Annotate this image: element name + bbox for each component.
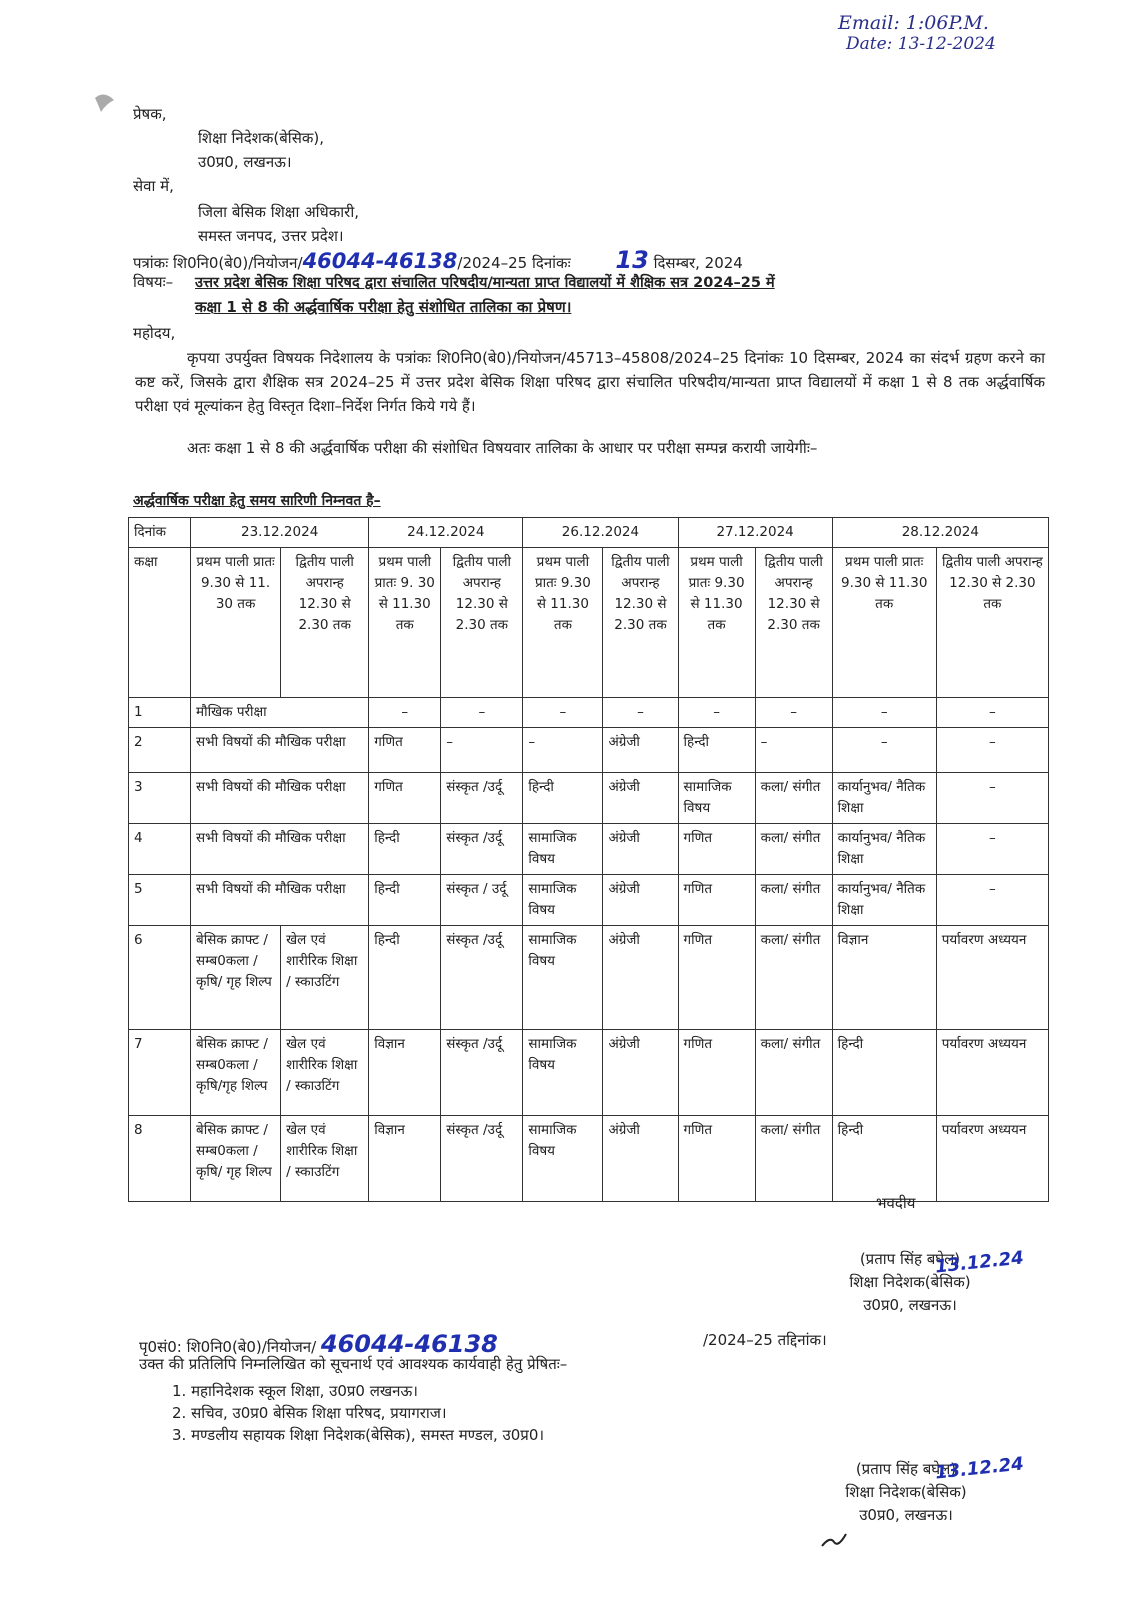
table-row: [129, 926, 1049, 1030]
subject-cell: –: [603, 698, 678, 728]
subject-cell: गणित: [678, 926, 755, 1030]
subject-cell: –: [678, 698, 755, 728]
date-3: 26.12.2024: [523, 518, 678, 548]
recipient-line2: समस्त जनपद, उत्तर प्रदेश।: [198, 227, 344, 245]
merged-cell: सभी विषयों की मौखिक परीक्षा: [191, 728, 369, 773]
subject-cell: कला/ संगीत: [755, 875, 832, 926]
initial-mark: [820, 1530, 850, 1554]
subject-cell: सामाजिक विषय: [523, 1030, 603, 1116]
sports-cell: खेल एवं शारीरिक शिक्षा / स्काउटिंग: [281, 926, 369, 1030]
list-item: 2. सचिव, उ0प्र0 बेसिक शिक्षा परिषद, प्रयागराज।: [172, 1404, 447, 1422]
shift-row: [129, 548, 1049, 698]
recipient-label: सेवा में,: [133, 177, 174, 195]
ref-day-handwritten: 13: [615, 246, 649, 274]
ref-number-handwritten: 46044-46138: [302, 249, 458, 273]
shift-cell: प्रथम पाली प्रातः 9. 30 से 11.30 तक: [369, 548, 441, 698]
body-paragraph-1: कृपया उपर्युक्त विषयक निदेशालय के पत्रांकः शि0नि0(बे0)/नियोजन/45713–45808/2024–25 दिनांकः 10 दिसम्बर, 2024 का संदर्भ ग्रहण करने का कष्ट करें, जिसके द्वारा शैक्षिक सत्र 2024–25 में उत्तर प्रदेश बेसिक शिक्षा परिषद द्वारा संचालित परिषदीय/मान्यता प्राप्त विद्यालयों में कक्षा 1 से 8 तक अर्द्धवार्षिक परीक्षा एवं मूल्यांकन हेतु विस्तृत दिशा–निर्देश निर्गत किये गये हैं।: [135, 349, 1045, 415]
subject-cell: –: [936, 728, 1048, 773]
subject-cell: हिन्दी: [523, 773, 603, 824]
subject-cell: विज्ञान: [369, 1030, 441, 1116]
subject-cell: सामाजिक विषय: [523, 926, 603, 1030]
signatory-name: (प्रताप सिंह बघेल): [859, 1250, 961, 1268]
subject-cell: –: [523, 728, 603, 773]
subject-cell: –: [523, 698, 603, 728]
body-paragraph-2: अतः कक्षा 1 से 8 की अर्द्धवार्षिक परीक्षा की संशोधित विषयवार तालिका के आधार पर परीक्षा सम्पन्न करायी जायेगीः–: [187, 439, 818, 457]
emblem-mark: [92, 88, 118, 114]
subject-cell: गणित: [678, 875, 755, 926]
subject-cell: अंग्रेजी: [603, 926, 678, 1030]
sports-cell: खेल एवं शारीरिक शिक्षा / स्काउटिंग: [281, 1116, 369, 1202]
class-number: 7: [129, 1030, 191, 1116]
endorsement-prefix: पृ0सं0: शि0नि0(बे0)/नियोजन/: [139, 1338, 317, 1356]
craft-cell: बेसिक क्राफ्ट /सम्ब0कला /कृषि/ गृह शिल्प: [191, 926, 281, 1030]
signatory-title: शिक्षा निदेशक(बेसिक): [849, 1273, 971, 1291]
table-row: [129, 1030, 1049, 1116]
subject-cell: संस्कृत /उर्दू: [441, 1116, 523, 1202]
date-1: 23.12.2024: [191, 518, 369, 548]
date-row: [129, 518, 1049, 548]
shift-cell: द्वितीय पाली अपरान्ह 12.30 से 2.30 तक: [755, 548, 832, 698]
subject-cell: सामाजिक विषय: [678, 773, 755, 824]
subject-cell: पर्यावरण अध्ययन: [936, 1030, 1048, 1116]
subject-cell: सामाजिक विषय: [523, 824, 603, 875]
sender-label: प्रेषक,: [133, 105, 167, 123]
class-number: 8: [129, 1116, 191, 1202]
subject-cell: संस्कृत /उर्दू: [441, 1030, 523, 1116]
signature-2-handwritten-date: 13.12.24: [934, 1453, 1025, 1484]
subject-cell: कार्यानुभव/ नैतिक शिक्षा: [832, 824, 936, 875]
signatory-place: उ0प्र0, लखनऊ।: [863, 1296, 957, 1314]
subject-cell: –: [369, 698, 441, 728]
subject-cell: कला/ संगीत: [755, 1116, 832, 1202]
subject-cell: अंग्रेजी: [603, 824, 678, 875]
signatory-place: उ0प्र0, लखनऊ।: [859, 1506, 953, 1524]
table-title: अर्द्धवार्षिक परीक्षा हेतु समय सारिणी निम्नवत है–: [133, 493, 381, 509]
subject-cell: हिन्दी: [369, 824, 441, 875]
subject-cell: –: [936, 875, 1048, 926]
class-number: 6: [129, 926, 191, 1030]
ref-month-year: दिसम्बर, 2024: [653, 254, 743, 272]
exam-timetable: [128, 517, 1049, 1202]
subject-cell: अंग्रेजी: [603, 728, 678, 773]
subject-cell: अंग्रेजी: [603, 1030, 678, 1116]
endorsement-suffix: /2024–25 तद्दिनांक।: [703, 1331, 827, 1349]
subject-line1: उत्तर प्रदेश बेसिक शिक्षा परिषद द्वारा संचालित परिषदीय/मान्यता प्राप्त विद्यालयों में शैक्षिक सत्र 2024–25 में: [195, 275, 775, 291]
class-number: 5: [129, 875, 191, 926]
sender-line1: शिक्षा निदेशक(बेसिक),: [198, 129, 324, 147]
shift-cell: द्वितीय पाली अपरान्ह 12.30 से 2.30 तक: [441, 548, 523, 698]
subject-cell: –: [441, 698, 523, 728]
sports-cell: खेल एवं शारीरिक शिक्षा / स्काउटिंग: [281, 1030, 369, 1116]
class-label: कक्षा: [129, 548, 191, 698]
subject-cell: –: [936, 698, 1048, 728]
subject-cell: हिन्दी: [369, 875, 441, 926]
class-number: 1: [129, 698, 191, 728]
subject-cell: कला/ संगीत: [755, 926, 832, 1030]
list-item: 1. महानिदेशक स्कूल शिक्षा, उ0प्र0 लखनऊ।: [172, 1382, 418, 1400]
subject-cell: गणित: [678, 1116, 755, 1202]
subject-cell: संस्कृत / उर्दू: [441, 875, 523, 926]
shift-cell: प्रथम पाली प्रातः 9.30 से 11. 30 तक: [191, 548, 281, 698]
subject-cell: हिन्दी: [369, 926, 441, 1030]
craft-cell: बेसिक क्राफ्ट /सम्ब0कला /कृषि/गृह शिल्प: [191, 1030, 281, 1116]
closing: भवदीय: [876, 1194, 916, 1212]
subject-cell: संस्कृत /उर्दू: [441, 926, 523, 1030]
handwritten-email-time: Email: 1:06P.M.: [838, 12, 989, 34]
subject-cell: विज्ञान: [832, 926, 936, 1030]
shift-cell: द्वितीय पाली अपरान्ह 12.30 से 2.30 तक: [281, 548, 369, 698]
subject-cell: कार्यानुभव/ नैतिक शिक्षा: [832, 875, 936, 926]
table-row: [129, 728, 1049, 773]
subject-cell: –: [936, 773, 1048, 824]
subject-line2: कक्षा 1 से 8 की अर्द्धवार्षिक परीक्षा हेतु संशोधित तालिका का प्रेषण।: [195, 298, 572, 316]
subject-cell: गणित: [678, 1030, 755, 1116]
table-row: [129, 773, 1049, 824]
subject-cell: –: [936, 824, 1048, 875]
subject-cell: –: [441, 728, 523, 773]
shift-cell: द्वितीय पाली अपरान्ह 12.30 से 2.30 तक: [936, 548, 1048, 698]
table-row: [129, 1116, 1049, 1202]
shift-cell: प्रथम पाली प्रातः 9.30 से 11.30 तक: [678, 548, 755, 698]
subject-cell: हिन्दी: [678, 728, 755, 773]
copy-list: [172, 1380, 544, 1446]
subject-cell: संस्कृत /उर्दू: [441, 773, 523, 824]
subject-cell: सामाजिक विषय: [523, 1116, 603, 1202]
subject-cell: अंग्रेजी: [603, 1116, 678, 1202]
shift-cell: प्रथम पाली प्रातः 9.30 से 11.30 तक: [523, 548, 603, 698]
subject-cell: अंग्रेजी: [603, 875, 678, 926]
subject-cell: गणित: [678, 824, 755, 875]
subject-cell: सामाजिक विषय: [523, 875, 603, 926]
handwritten-date: Date: 13-12-2024: [846, 34, 996, 54]
subject-cell: कला/ संगीत: [755, 1030, 832, 1116]
date-label: दिनांक: [129, 518, 191, 548]
subject-cell: हिन्दी: [832, 1030, 936, 1116]
merged-cell: सभी विषयों की मौखिक परीक्षा: [191, 875, 369, 926]
date-4: 27.12.2024: [678, 518, 832, 548]
date-2: 24.12.2024: [369, 518, 523, 548]
class-number: 3: [129, 773, 191, 824]
merged-cell: सभी विषयों की मौखिक परीक्षा: [191, 824, 369, 875]
ref-prefix: पत्रांकः शि0नि0(बे0)/नियोजन/: [133, 254, 303, 272]
endorsement-number-handwritten: 46044-46138: [320, 1330, 498, 1358]
subject-cell: कार्यानुभव/ नैतिक शिक्षा: [832, 773, 936, 824]
craft-cell: बेसिक क्राफ्ट /सम्ब0कला /कृषि/ गृह शिल्प: [191, 1116, 281, 1202]
subject-cell: –: [755, 698, 832, 728]
ref-suffix: /2024–25 दिनांकः: [457, 254, 571, 272]
signatory-title: शिक्षा निदेशक(बेसिक): [845, 1483, 967, 1501]
subject-cell: गणित: [369, 773, 441, 824]
merged-cell: मौखिक परीक्षा: [191, 698, 369, 728]
date-5: 28.12.2024: [832, 518, 1048, 548]
salutation: महोदय,: [133, 324, 176, 342]
endorsement-intro: उक्त की प्रतिलिपि निम्नलिखित को सूचनार्थ एवं आवश्यक कार्यवाही हेतु प्रेषितः–: [139, 1355, 568, 1373]
subject-cell: कला/ संगीत: [755, 773, 832, 824]
subject-cell: पर्यावरण अध्ययन: [936, 1116, 1048, 1202]
subject-cell: पर्यावरण अध्ययन: [936, 926, 1048, 1030]
letter-reference: [133, 246, 743, 274]
subject-cell: अंग्रेजी: [603, 773, 678, 824]
class-number: 4: [129, 824, 191, 875]
subject-cell: कला/ संगीत: [755, 824, 832, 875]
recipient-line1: जिला बेसिक शिक्षा अधिकारी,: [198, 203, 359, 221]
shift-cell: प्रथम पाली प्रातः 9.30 से 11.30 तक: [832, 548, 936, 698]
table-row: [129, 824, 1049, 875]
subject-label: विषयः–: [133, 273, 174, 291]
signature-1-handwritten-date: 13.12.24: [934, 1247, 1025, 1278]
class-number: 2: [129, 728, 191, 773]
subject-cell: –: [755, 728, 832, 773]
sender-line2: उ0प्र0, लखनऊ।: [198, 153, 292, 171]
merged-cell: सभी विषयों की मौखिक परीक्षा: [191, 773, 369, 824]
subject-cell: गणित: [369, 728, 441, 773]
subject-cell: –: [832, 728, 936, 773]
signatory-name: (प्रताप सिंह बघेल): [855, 1460, 957, 1478]
list-item: 3. मण्डलीय सहायक शिक्षा निदेशक(बेसिक), समस्त मण्डल, उ0प्र0।: [172, 1426, 545, 1444]
table-row: [129, 698, 1049, 728]
subject-cell: हिन्दी: [832, 1116, 936, 1202]
table-row: [129, 875, 1049, 926]
subject-cell: विज्ञान: [369, 1116, 441, 1202]
subject-cell: संस्कृत /उर्दू: [441, 824, 523, 875]
shift-cell: द्वितीय पाली अपरान्ह 12.30 से 2.30 तक: [603, 548, 678, 698]
subject-cell: –: [832, 698, 936, 728]
